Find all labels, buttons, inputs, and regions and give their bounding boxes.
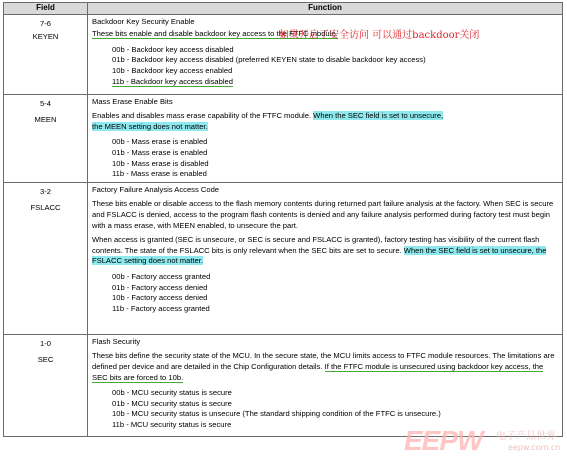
list-item: 11b - MCU security status is secure <box>112 419 232 429</box>
list-item: 11b - Factory access granted <box>112 303 210 313</box>
table-row-fslacc <box>4 182 563 334</box>
function-cell <box>88 94 563 182</box>
handwritten-annotation: 如果开启了安全访问 可以通过backdoor关闭 <box>279 30 480 41</box>
field-title: Flash Security <box>92 336 141 346</box>
highlighted-text: When the SEC field is set to unsecure, the FSLACC setting does not matter. <box>92 245 547 266</box>
function-cell <box>88 334 563 436</box>
field-bits: 7-6 <box>40 18 51 28</box>
table-header-row <box>4 3 563 15</box>
field-bits: 1-0 <box>40 338 51 348</box>
list-item: 00b - Backdoor key access disabled <box>112 44 234 54</box>
list-item: 10b - Mass erase is disabled <box>112 158 209 168</box>
watermark-logo: EEPW <box>404 425 483 456</box>
underlined-description: These bits enable and disable backdoor key access to the FTFC module. <box>92 29 338 39</box>
list-item: 10b - MCU security status is unsecure (The standard shipping condition of the FTFC is unsecure.) <box>112 409 441 419</box>
field-cell <box>4 182 88 334</box>
table-row-sec <box>4 334 563 436</box>
list-item: 10b - Backdoor key access enabled <box>112 65 233 75</box>
field-name: SEC <box>37 355 54 365</box>
description-text: When access is granted (SEC is unsecure, or SEC is secure and FSLACC is granted), factory testing has visibility of the current flash contents. The state of the FSLACC bits is only relevant when the SEC bits are set to secure. <box>92 235 540 255</box>
field-cell <box>4 14 88 94</box>
field-name: FSLACC <box>30 203 61 213</box>
field-column-header: Field <box>4 3 88 15</box>
list-item: 00b - Mass erase is enabled <box>112 137 208 147</box>
watermark-url: eepw.com.cn <box>508 443 561 452</box>
field-title: Factory Failure Analysis Access Code <box>92 184 220 194</box>
description-paragraph <box>92 351 557 383</box>
value-list <box>92 45 557 87</box>
function-column-header: Function <box>88 3 563 15</box>
list-item: 01b - Factory access denied <box>112 282 208 292</box>
highlighted-text: the MEEN setting does not matter. <box>92 121 208 131</box>
underlined-description: If the FTFC module is unsecured using backdoor key access, the SEC bits are forced to 10b. <box>92 361 544 382</box>
list-item: 00b - Factory access granted <box>112 271 211 281</box>
list-item: 01b - Mass erase is enabled <box>112 147 208 157</box>
value-list <box>92 137 557 179</box>
description-paragraph <box>92 235 557 267</box>
list-item: 01b - MCU security status is secure <box>112 398 232 408</box>
list-item: 01b - Backdoor key access disabled (preferred KEYEN state to disable backdoor key access) <box>112 55 426 65</box>
field-title: Mass Erase Enable Bits <box>92 96 173 106</box>
underlined-value: 11b - Backdoor key access disabled <box>112 76 234 86</box>
field-name: MEEN <box>34 115 57 125</box>
list-item: 10b - Factory access denied <box>112 293 208 303</box>
description-paragraph <box>92 111 557 132</box>
field-bits: 3-2 <box>40 186 51 196</box>
value-list <box>92 272 557 314</box>
description-text: Enables and disables mass erase capability of the FTFC module. <box>92 111 314 121</box>
field-cell <box>4 334 88 436</box>
list-item <box>112 77 557 88</box>
list-item: 11b - Mass erase is enabled <box>112 169 207 179</box>
eepw-watermark <box>404 425 564 459</box>
field-name: KEYEN <box>32 32 59 42</box>
function-cell <box>88 182 563 334</box>
highlighted-text: When the SEC field is set to unsecure, <box>313 111 444 121</box>
description-text: These bits define the security state of the MCU. In the secure state, the MCU limits access to FTFC module resources. The limitations are defined per device and are detailed in the Chip Configuration details. <box>92 351 555 371</box>
register-field-table <box>3 2 563 437</box>
watermark-text: 电子产品世界 <box>496 431 556 442</box>
list-item: 00b - MCU security status is secure <box>112 388 232 398</box>
description-paragraph: These bits enable or disable access to the flash memory contents during returned part failure analysis at the factory. When SEC is secure and FSLACC is denied, access to the program flash contents is denied and any failure analysis performed during factory test must begin with a mass erase, with MEEN enabled, to unsecure the part. <box>92 199 554 230</box>
field-title: Backdoor Key Security Enable <box>92 16 195 26</box>
table-row-meen <box>4 94 563 182</box>
field-cell <box>4 94 88 182</box>
field-bits: 5-4 <box>40 98 51 108</box>
